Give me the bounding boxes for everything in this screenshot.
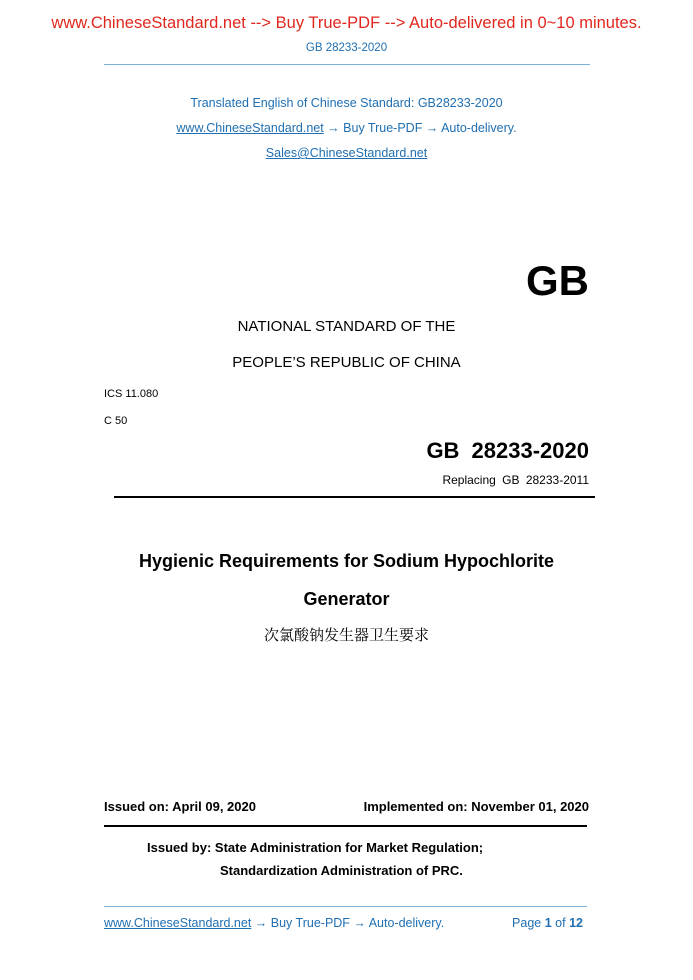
issued-on: Issued on: April 09, 2020: [104, 799, 256, 814]
sales-email-link[interactable]: Sales@ChineseStandard.net: [265, 146, 428, 160]
footer-buy-suffix: → Buy True-PDF → Auto-delivery.: [251, 916, 445, 930]
issued-by-line1: Issued by: State Administration for Market Regulation;: [147, 840, 484, 855]
national-standard-line2: PEOPLE’S REPUBLIC OF CHINA: [232, 354, 461, 371]
page-label: Page: [512, 916, 542, 930]
standard-number: GB 28233-2020: [426, 438, 589, 463]
footer-site-link[interactable]: www.ChineseStandard.net: [104, 916, 252, 930]
gb-mark: GB: [526, 257, 589, 304]
header-doc-code: GB 28233-2020: [305, 42, 388, 54]
national-standard-line1: NATIONAL STANDARD OF THE: [237, 318, 456, 335]
number-divider: [114, 496, 595, 498]
issued-by-line2: Standardization Administration of PRC.: [220, 863, 463, 878]
issue-divider: [104, 825, 587, 827]
top-banner[interactable]: www.ChineseStandard.net --> Buy True-PDF --> Auto-delivered in 0~10 minutes.: [51, 14, 642, 32]
page-total: 12: [569, 916, 583, 930]
footer-divider: [104, 906, 587, 907]
footer-buy-line: [104, 916, 444, 930]
ccs-code: C 50: [104, 415, 128, 427]
page-indicator: [512, 916, 583, 930]
page-of: of: [555, 916, 566, 930]
title-line2: Generator: [303, 589, 390, 609]
buy-suffix: → Buy True-PDF → Auto-delivery.: [323, 121, 517, 135]
title-line1: Hygienic Requirements for Sodium Hypochlorite: [138, 551, 555, 571]
page-current: 1: [544, 916, 552, 930]
implemented-on: Implemented on: November 01, 2020: [363, 799, 589, 814]
title-chinese: 次氯酸钠发生器卫生要求: [263, 627, 429, 644]
sales-line: [0, 146, 693, 160]
translated-notice: Translated English of Chinese Standard: GB28233-2020: [190, 96, 503, 110]
header-divider: [104, 64, 590, 65]
site-link[interactable]: www.ChineseStandard.net: [176, 121, 324, 135]
buy-line: [0, 121, 693, 135]
replacing-note: Replacing GB 28233-2011: [442, 473, 589, 487]
ics-code: ICS 11.080: [104, 388, 159, 400]
